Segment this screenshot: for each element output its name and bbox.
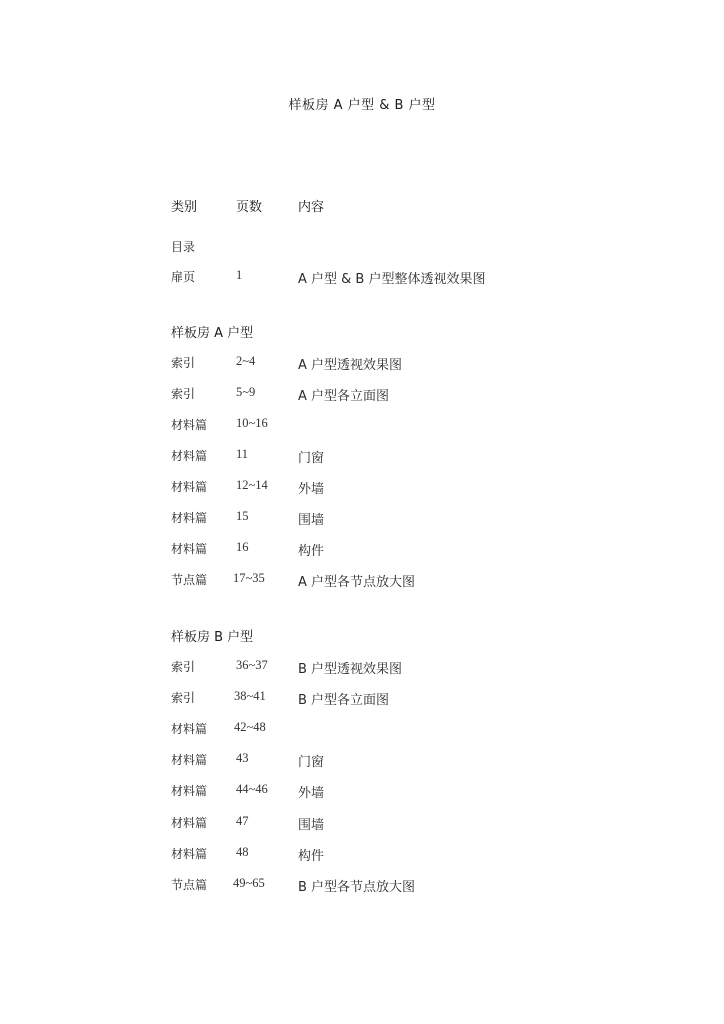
row-pages: 15 — [236, 509, 249, 523]
row-pages: 17~35 — [233, 571, 265, 585]
row-pages: 36~37 — [236, 658, 268, 672]
row-pages: 47 — [236, 814, 249, 828]
row-pages: 48 — [236, 845, 249, 859]
table-row — [0, 447, 724, 467]
table-row — [0, 416, 724, 436]
row-content: A 户型各节点放大图 — [298, 575, 416, 590]
row-category: 材料篇 — [171, 542, 208, 556]
row-category: 节点篇 — [171, 573, 208, 587]
row-category: 索引 — [171, 387, 196, 401]
table-row — [0, 814, 724, 834]
table-row — [0, 689, 724, 709]
cover-pages: 1 — [236, 268, 243, 282]
row-content: A 户型各立面图 — [298, 389, 390, 404]
table-row — [0, 845, 724, 865]
header-pages: 页数 — [236, 200, 263, 215]
section-b-title: 样板房 B 户型 — [171, 630, 254, 645]
row-category: 材料篇 — [171, 847, 208, 861]
row-pages: 10~16 — [236, 416, 268, 430]
row-content: 围墙 — [298, 513, 325, 528]
table-row — [0, 509, 724, 529]
row-content: 围墙 — [298, 818, 325, 833]
table-row — [0, 658, 724, 678]
row-content: 门窗 — [298, 755, 325, 770]
row-category: 材料篇 — [171, 418, 208, 432]
table-row — [0, 720, 724, 740]
row-content: 外墙 — [298, 482, 325, 497]
header-content: 内容 — [298, 200, 325, 215]
document-title: 样板房 A 户型 & B 户型 — [288, 98, 436, 113]
cover-content: A 户型 & B 户型整体透视效果图 — [298, 272, 486, 287]
table-row — [0, 478, 724, 498]
table-row — [0, 876, 724, 896]
column-header-row — [0, 196, 724, 216]
row-pages: 44~46 — [236, 782, 268, 796]
row-category: 材料篇 — [171, 753, 208, 767]
table-row — [0, 751, 724, 771]
cover-row — [0, 268, 724, 288]
table-row — [0, 571, 724, 591]
table-row — [0, 354, 724, 374]
row-content: 门窗 — [298, 451, 325, 466]
row-content: B 户型各立面图 — [298, 693, 390, 708]
table-row — [0, 540, 724, 560]
toc-label-row — [0, 238, 724, 258]
row-category: 索引 — [171, 660, 196, 674]
row-category: 材料篇 — [171, 784, 208, 798]
row-category: 节点篇 — [171, 878, 208, 892]
row-category: 材料篇 — [171, 722, 208, 736]
table-row — [0, 385, 724, 405]
row-category: 索引 — [171, 691, 196, 705]
row-category: 材料篇 — [171, 511, 208, 525]
row-pages: 12~14 — [236, 478, 268, 492]
row-pages: 42~48 — [234, 720, 266, 734]
row-pages: 43 — [236, 751, 249, 765]
header-category: 类别 — [171, 200, 198, 215]
row-content: B 户型透视效果图 — [298, 662, 403, 677]
row-content: B 户型各节点放大图 — [298, 880, 416, 895]
section-a-title: 样板房 A 户型 — [171, 326, 254, 341]
cover-category: 扉页 — [171, 270, 196, 284]
row-pages: 11 — [236, 447, 249, 461]
row-category: 材料篇 — [171, 449, 208, 463]
row-content: 外墙 — [298, 786, 325, 801]
row-category: 材料篇 — [171, 480, 208, 494]
row-category: 材料篇 — [171, 816, 208, 830]
row-content: 构件 — [298, 849, 325, 864]
toc-label: 目录 — [171, 240, 196, 254]
row-pages: 16 — [236, 540, 249, 554]
row-content: 构件 — [298, 544, 325, 559]
table-row — [0, 782, 724, 802]
row-pages: 49~65 — [233, 876, 265, 890]
row-category: 索引 — [171, 356, 196, 370]
row-pages: 38~41 — [234, 689, 266, 703]
row-content: A 户型透视效果图 — [298, 358, 403, 373]
row-pages: 5~9 — [236, 385, 256, 399]
row-pages: 2~4 — [236, 354, 256, 368]
